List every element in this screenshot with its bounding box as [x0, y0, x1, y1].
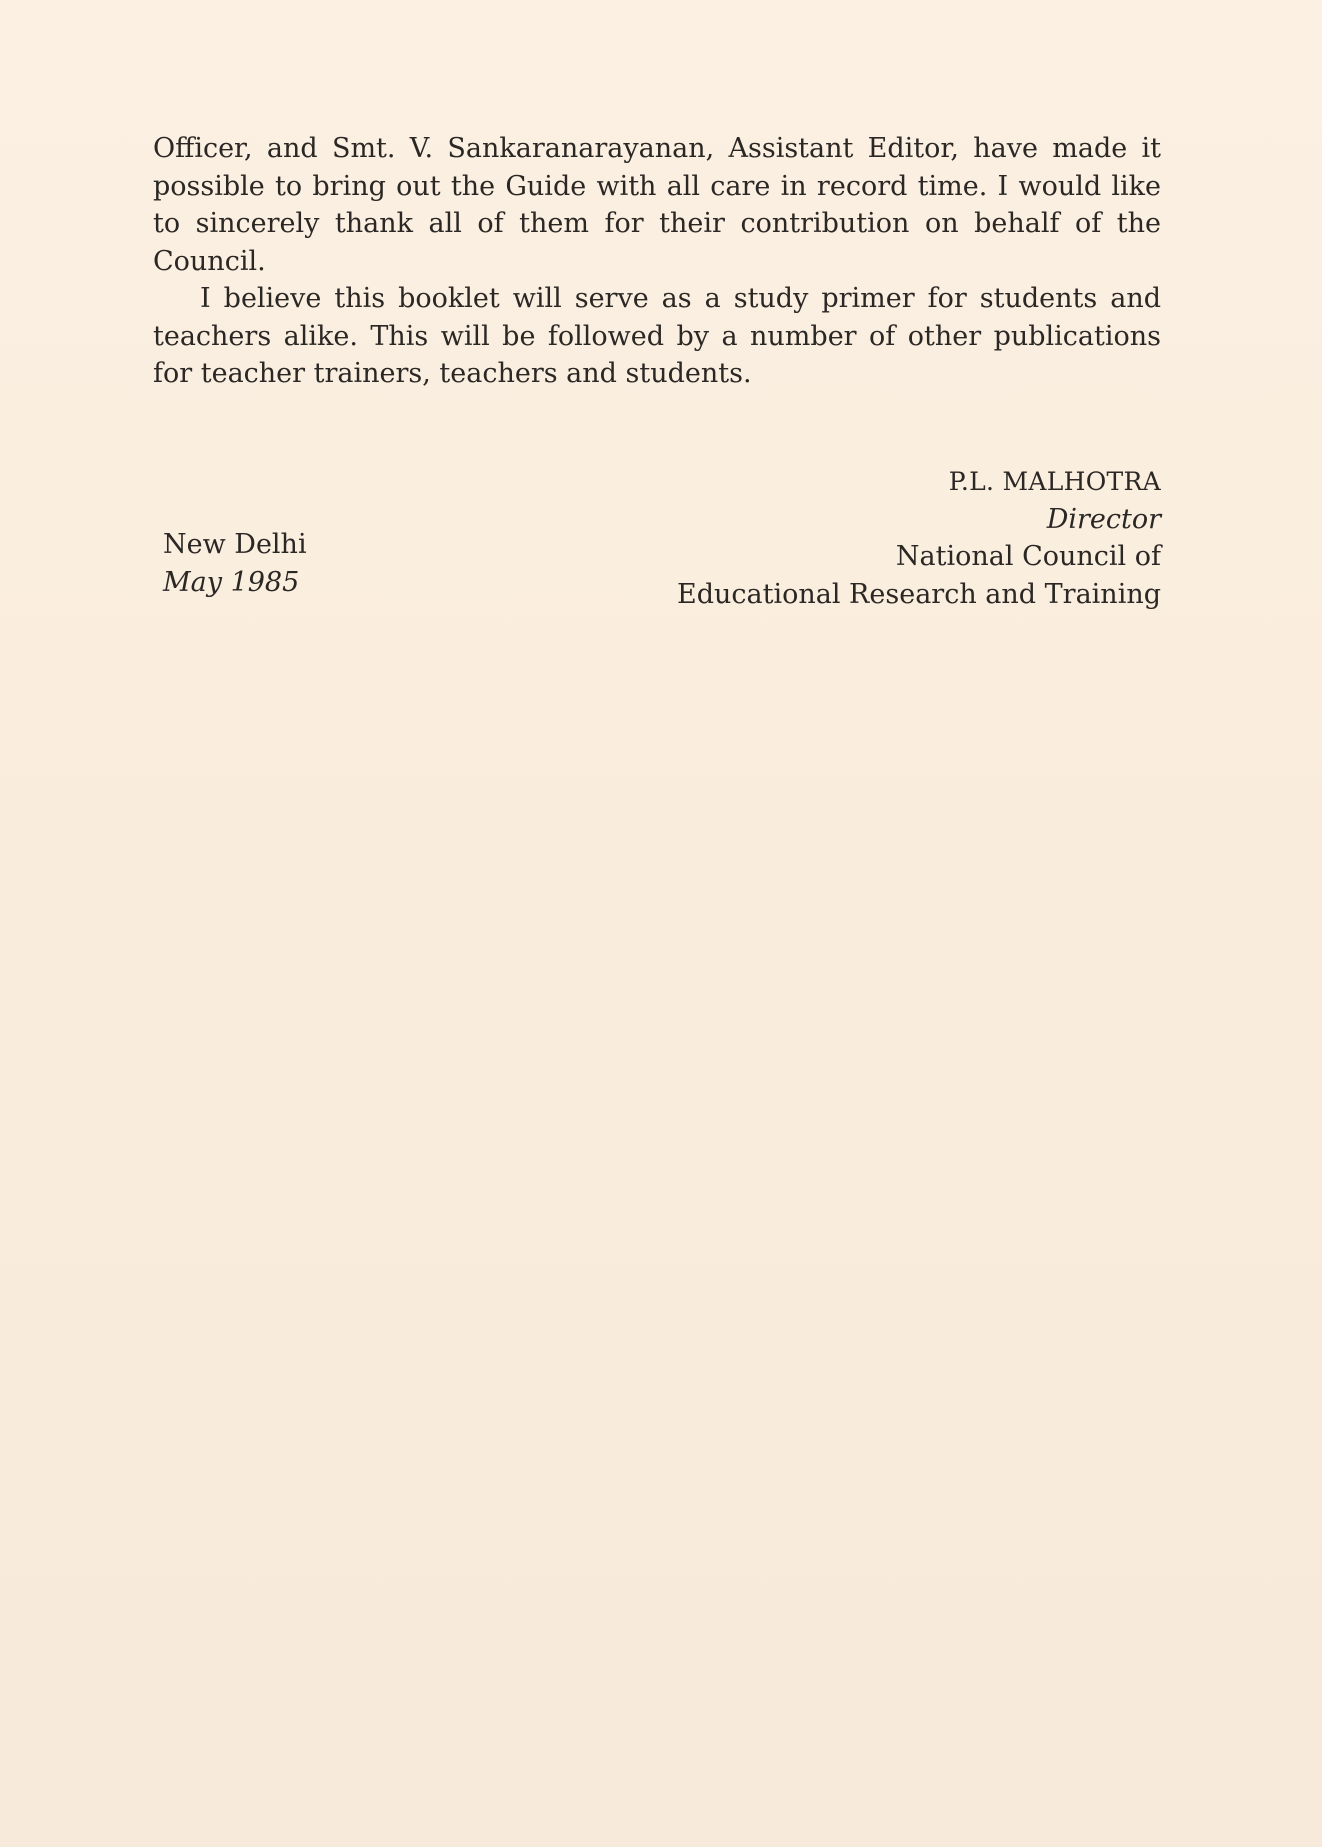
signatory-name: P.L. MALHOTRA	[948, 467, 1161, 496]
paragraph: Officer, and Smt. V. Sankaranarayanan, Assistant Editor, have made it possible to bring out the Guide with all care in record time. I would like to sincerely thank all of them for their contribution on behalf of the Council.	[153, 133, 1161, 277]
organization-line: National Council of	[895, 541, 1161, 572]
date: May 1985	[163, 566, 300, 598]
paragraph: I believe this booklet will serve as a study primer for students and teachers alike. This will be followed by a number of other publications for teacher trainers, teachers and students.	[153, 283, 1161, 389]
body-text	[153, 130, 1161, 393]
place-date-block	[163, 526, 307, 601]
signature-block	[677, 463, 1161, 613]
place: New Delhi	[163, 529, 307, 560]
signatory-title: Director	[1046, 503, 1161, 535]
organization-line: Educational Research and Training	[677, 578, 1161, 610]
